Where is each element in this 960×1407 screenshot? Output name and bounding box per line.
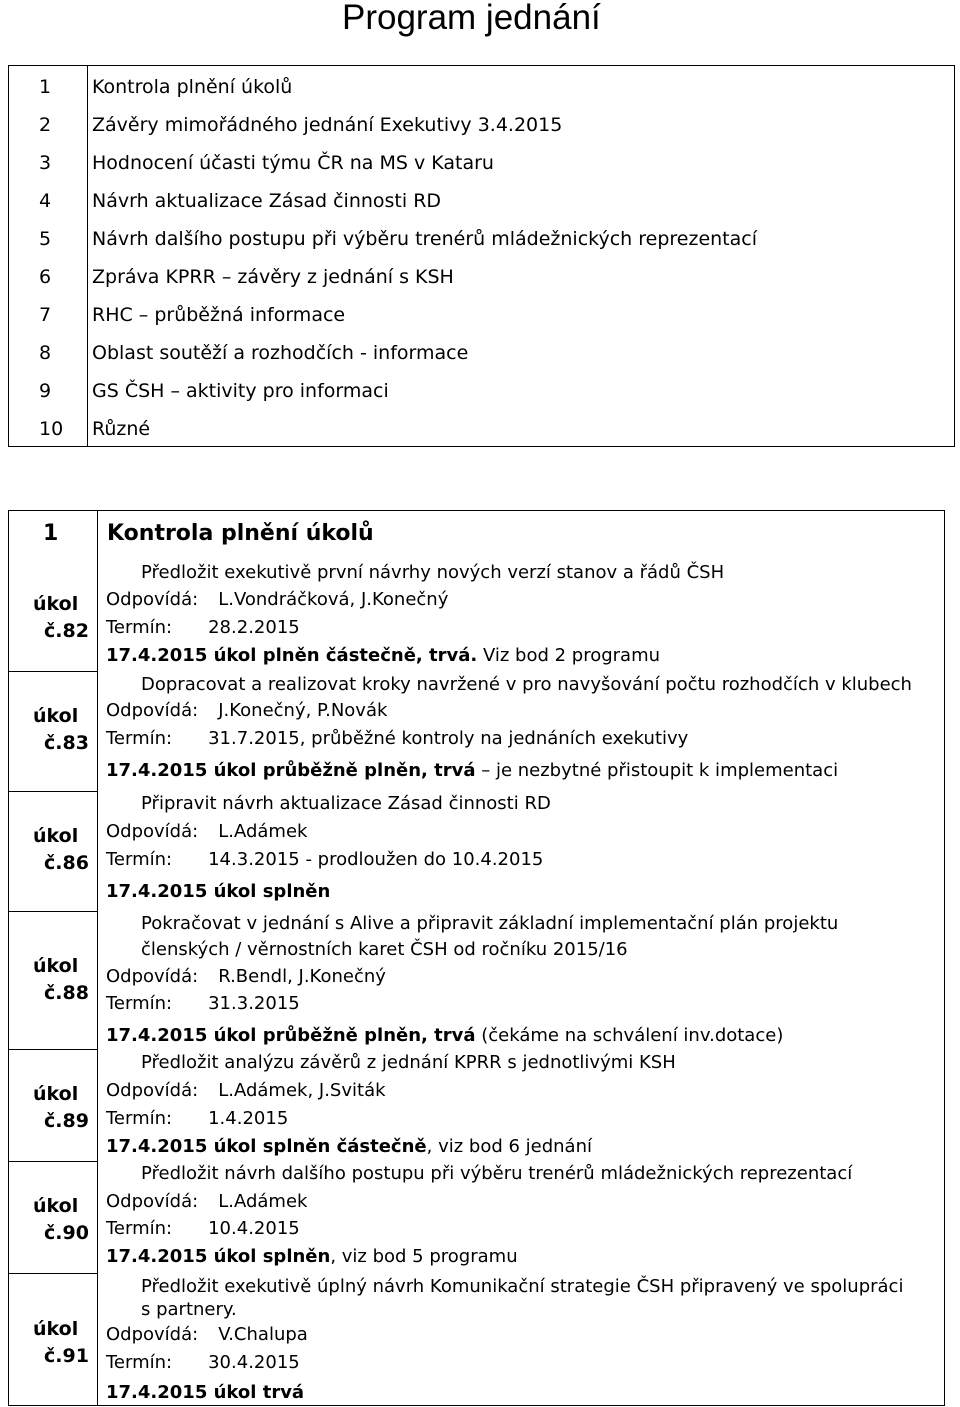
deadline-label: Termín: [106,1218,173,1239]
task-label [9,1193,97,1247]
responsible-label: Odpovídá: [106,1191,199,1212]
task-label-word: úkol [33,825,79,847]
task-responsible [106,820,307,844]
agenda-table [8,65,955,447]
task-label [9,1316,97,1370]
task-number: č.88 [44,982,89,1004]
responsible-label: Odpovídá: [106,1080,199,1101]
responsible-value: J.Konečný, P.Novák [218,700,388,721]
agenda-item-number: 3 [39,152,52,174]
responsible-value: V.Chalupa [218,1324,308,1345]
task-label [9,591,97,645]
task-label [9,1081,97,1135]
agenda-item-text: Oblast soutěží a rozhodčích - informace [92,342,469,364]
agenda-item-text: Závěry mimořádného jednání Exekutivy 3.4.2015 [92,114,563,136]
task-separator [9,791,97,792]
agenda-item-text: Zpráva KPRR – závěry z jednání s KSH [92,266,454,288]
task-separator [9,1161,97,1162]
status-note: , viz bod 6 jednání [426,1136,592,1157]
task-number: č.90 [44,1222,89,1244]
task-status [106,1381,304,1405]
responsible-value: L.Adámek [218,1191,308,1212]
agenda-item-text: Návrh dalšího postupu při výběru trenérů mládežnických reprezentací [92,228,757,250]
task-number: č.82 [44,620,89,642]
agenda-item-number: 10 [39,418,64,440]
task-label [9,703,97,757]
task-label [9,953,97,1007]
task-separator [9,1273,97,1274]
agenda-item-text: Kontrola plnění úkolů [92,76,293,98]
status-result: 17.4.2015 úkol trvá [106,1382,305,1403]
task-number: č.91 [44,1345,89,1367]
deadline-value: 31.7.2015, průběžné kontroly na jednáních exekutivy [208,728,689,749]
agenda-item-text: RHC – průběžná informace [92,304,346,326]
responsible-value: L.Adámek [218,821,308,842]
task-responsible [106,1079,386,1103]
responsible-label: Odpovídá: [106,821,199,842]
task-number: č.89 [44,1110,89,1132]
deadline-value: 31.3.2015 [208,993,300,1014]
task-responsible [106,1323,308,1347]
agenda-item-text: Různé [92,418,151,440]
responsible-value: R.Bendl, J.Konečný [218,966,386,987]
task-status [106,1024,783,1048]
task-deadline [106,992,300,1016]
agenda-item-number: 4 [39,190,52,212]
section-divider [97,511,98,1405]
deadline-label: Termín: [106,728,173,749]
status-result: 17.4.2015 úkol splněn částečně [106,1136,427,1157]
agenda-item-text: Hodnocení účasti týmu ČR na MS v Kataru [92,152,494,174]
task-label-word: úkol [33,1195,79,1217]
task-responsible [106,1190,307,1214]
task-responsible [106,965,386,989]
task-description: Pokračovat v jednání s Alive a připravit základní implementační plán projektu [141,913,839,934]
task-responsible [106,699,387,723]
status-note: – je nezbytné přistoupit k implementaci [475,760,839,781]
task-deadline [106,1217,300,1241]
section-number: 1 [43,521,59,546]
deadline-label: Termín: [106,849,173,870]
responsible-value: L.Adámek, J.Sviták [218,1080,386,1101]
task-status [106,644,660,668]
agenda-item-text: Návrh aktualizace Zásad činnosti RD [92,190,442,212]
task-description: členských / věrnostních karet ČSH od ročníku 2015/16 [141,939,628,960]
deadline-value: 1.4.2015 [208,1108,289,1129]
deadline-label: Termín: [106,1352,173,1373]
task-responsible [106,588,448,612]
task-deadline [106,727,688,751]
deadline-value: 14.3.2015 - prodloužen do 10.4.2015 [208,849,544,870]
deadline-value: 30.4.2015 [208,1352,300,1373]
agenda-item-number: 8 [39,342,52,364]
status-result: 17.4.2015 úkol plněn částečně, trvá. [106,645,478,666]
task-label-word: úkol [33,955,79,977]
agenda-item-number: 6 [39,266,52,288]
status-note: Viz bod 2 programu [477,645,661,666]
agenda-item-number: 1 [39,76,52,98]
task-status [106,1135,592,1159]
task-number: č.83 [44,732,89,754]
task-label [9,823,97,877]
agenda-item-number: 5 [39,228,52,250]
deadline-label: Termín: [106,1108,173,1129]
status-result: 17.4.2015 úkol průběžně plněn, trvá [106,760,476,781]
task-status [106,1245,518,1269]
responsible-value: L.Vondráčková, J.Konečný [218,589,449,610]
task-description: Předložit exekutivě první návrhy nových verzí stanov a řádů ČSH [141,562,725,583]
task-description: Předložit návrh dalšího postupu při výběru trenérů mládežnických reprezentací [141,1163,853,1184]
task-label-word: úkol [33,593,79,615]
task-number: č.86 [44,852,89,874]
task-review-section [8,510,945,1406]
agenda-item-number: 9 [39,380,52,402]
responsible-label: Odpovídá: [106,1324,199,1345]
responsible-label: Odpovídá: [106,966,199,987]
task-separator [9,671,97,672]
task-deadline [106,1351,300,1375]
deadline-value: 10.4.2015 [208,1218,300,1239]
task-label-word: úkol [33,705,79,727]
task-deadline [106,1107,288,1131]
deadline-label: Termín: [106,617,173,638]
section-title: Kontrola plnění úkolů [107,521,374,546]
task-deadline [106,616,300,640]
deadline-label: Termín: [106,993,173,1014]
status-result: 17.4.2015 úkol splněn [106,881,331,902]
agenda-item-number: 7 [39,304,52,326]
status-result: 17.4.2015 úkol splněn [106,1246,331,1267]
task-label-word: úkol [33,1318,79,1340]
status-note: (čekáme na schválení inv.dotace) [475,1025,784,1046]
deadline-value: 28.2.2015 [208,617,300,638]
task-deadline [106,848,543,872]
responsible-label: Odpovídá: [106,589,199,610]
task-description: Předložit exekutivě úplný návrh Komunikační strategie ČSH připravený ve spolupráci [141,1276,904,1297]
task-description: Předložit analýzu závěrů z jednání KPRR s jednotlivými KSH [141,1052,676,1073]
responsible-label: Odpovídá: [106,700,199,721]
task-label-word: úkol [33,1083,79,1105]
task-separator [9,911,97,912]
status-note: , viz bod 5 programu [330,1246,518,1267]
task-separator [9,1049,97,1050]
task-description: Připravit návrh aktualizace Zásad činnosti RD [141,793,551,814]
page-title: Program jednání [342,0,601,37]
status-result: 17.4.2015 úkol průběžně plněn, trvá [106,1025,476,1046]
task-description: s partnery. [141,1299,237,1320]
task-status [106,880,330,904]
task-description: Dopracovat a realizovat kroky navržené v pro navyšování počtu rozhodčích v klubech [141,674,912,695]
agenda-item-number: 2 [39,114,52,136]
agenda-item-text: GS ČSH – aktivity pro informaci [92,380,389,402]
agenda-divider [87,66,88,446]
task-status [106,759,838,783]
